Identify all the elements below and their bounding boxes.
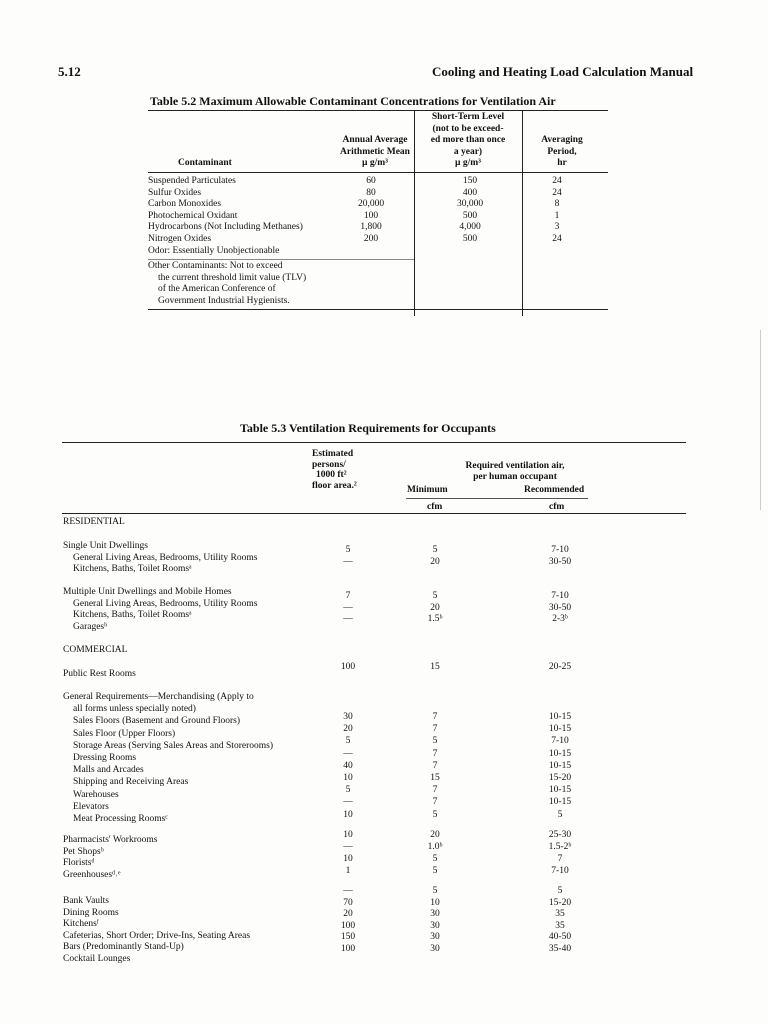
table-cell: 10 xyxy=(430,897,440,908)
table-row: Suspended Particulates xyxy=(148,176,236,186)
table-cell: 30 xyxy=(430,932,440,943)
general-persons xyxy=(330,711,366,821)
table-5-3-subheader-rule xyxy=(406,498,588,499)
table-cell: 1 xyxy=(345,866,351,876)
table-cell: 7 xyxy=(432,760,438,771)
table-cell: 7-10 xyxy=(551,866,569,876)
table-row: Hydrocarbons (Not Including Methanes) xyxy=(148,222,303,233)
table-cell: 100 xyxy=(363,210,379,221)
table-cell: 4,000 xyxy=(459,222,481,233)
table-5-2-header-rule xyxy=(148,172,608,173)
table-5-2-header-short-term xyxy=(414,112,522,170)
table-cell: 5 xyxy=(432,886,438,896)
note-line: of the American Conference of xyxy=(158,284,276,295)
row-label: Multiple Unit Dwellings and Mobile Homes xyxy=(63,587,232,597)
row-label: all forms unless specially noted) xyxy=(73,704,196,715)
bank-persons xyxy=(330,886,366,956)
row-label: Bars (Predominantly Stand-Up) xyxy=(63,942,184,953)
header-line: Annual Average xyxy=(342,135,408,145)
note-line: Government Industrial Hygienists. xyxy=(158,295,290,306)
note-line: Other Contaminants: Not to exceed xyxy=(148,261,283,271)
table-cell: 7 xyxy=(432,797,438,808)
header-line: Estimated xyxy=(312,449,354,459)
pharmacists-labels xyxy=(63,835,157,881)
header-line: hr xyxy=(557,158,567,169)
table-cell: — xyxy=(343,748,353,759)
bank-recommended xyxy=(540,886,580,956)
bank-minimum xyxy=(415,886,455,956)
table-cell: 5 xyxy=(345,785,351,796)
row-label: General Living Areas, Bedrooms, Utility Rooms xyxy=(73,552,258,563)
row-label: Kitchens, Baths, Toilet Roomsᵃ xyxy=(73,564,192,575)
table-cell: 40-50 xyxy=(548,932,572,943)
row-label: Dressing Rooms xyxy=(73,753,137,764)
table-5-3-header-estimated xyxy=(312,449,357,491)
table-cell: 3 xyxy=(554,222,560,233)
row-label: Warehouses xyxy=(73,789,119,800)
bank-labels xyxy=(63,896,250,966)
table-row: Nitrogen Oxides xyxy=(148,233,212,244)
header-line: Short-Term Level xyxy=(431,112,505,122)
row-label: Meat Processing Roomsᶜ xyxy=(73,814,168,825)
header-line: (not to be exceed- xyxy=(432,123,504,134)
table-5-2-header-averaging xyxy=(522,135,602,170)
running-title: Cooling and Heating Load Calculation Manual xyxy=(432,64,694,79)
table-cell: 100 xyxy=(340,920,356,931)
table-cell: 1.5-2ᵇ xyxy=(548,842,572,852)
row-label: Garagesᵇ xyxy=(73,621,108,632)
table-cell: 150 xyxy=(462,176,478,186)
table-cell: 24 xyxy=(552,176,562,186)
multiple-unit-minimum xyxy=(415,591,455,626)
table-cell: 20 xyxy=(430,830,440,840)
table-cell: 25-30 xyxy=(548,830,572,840)
table-cell: 40 xyxy=(343,760,353,771)
single-unit-minimum xyxy=(415,545,455,568)
table-cell: 24 xyxy=(552,187,562,198)
row-label: Sales Floor (Upper Floors) xyxy=(73,728,176,739)
table-cell: 1.5ᵇ xyxy=(427,614,443,625)
general-recommended xyxy=(540,711,580,821)
header-line: µ g/m³ xyxy=(455,158,481,169)
general-minimum xyxy=(415,711,455,821)
pharmacists-persons xyxy=(330,829,366,877)
single-unit-recommended xyxy=(540,545,580,568)
table-cell: 7 xyxy=(345,591,351,601)
table-cell: 8 xyxy=(554,199,560,210)
table-cell: 5 xyxy=(432,736,438,747)
row-label: Cafeterias, Short Order; Drive-Ins, Seating Areas xyxy=(63,930,251,941)
table-cell: 1 xyxy=(554,210,560,221)
header-line: Period, xyxy=(547,146,577,157)
table-cell: 24 xyxy=(552,233,562,244)
table-cell: 30 xyxy=(430,943,440,954)
header-line: Arithmetic Mean xyxy=(340,146,410,157)
header-line: µ g/m³ xyxy=(362,158,388,169)
table-cell: 30-50 xyxy=(548,556,572,567)
single-unit-labels xyxy=(63,541,257,576)
table-row: Sulfur Oxides xyxy=(148,187,202,198)
table-5-2-title: Table 5.2 Maximum Allowable Contaminant Concentrations for Ventilation Air xyxy=(150,94,556,108)
row-label: Sales Floors (Basement and Ground Floors) xyxy=(73,716,241,727)
table-cell: 10-15 xyxy=(548,760,572,771)
table-cell: — xyxy=(343,602,353,613)
table-cell: 15 xyxy=(430,773,440,784)
table-cell: 1,800 xyxy=(360,222,382,233)
table-cell: — xyxy=(343,842,353,852)
row-label: General Living Areas, Bedrooms, Utility Rooms xyxy=(73,598,258,609)
header-line: ed more than once xyxy=(430,135,506,146)
row-label: Kitchens, Baths, Toilet Roomsᵃ xyxy=(73,610,192,621)
table-cell: 7 xyxy=(557,854,563,864)
table-cell: 1.0ᵇ xyxy=(427,842,443,852)
table-cell: 60 xyxy=(366,176,376,186)
table-cell: 20 xyxy=(430,602,440,613)
table-cell: 10 xyxy=(343,830,353,840)
table-cell: 70 xyxy=(343,897,353,908)
page-number: 5.12 xyxy=(58,64,81,79)
section-residential: RESIDENTIAL xyxy=(63,517,125,527)
public-rest-rooms-label: Public Rest Rooms xyxy=(63,669,136,679)
table-5-2-header-annual xyxy=(330,135,420,170)
note-line: the current threshold limit value (TLV) xyxy=(158,272,307,283)
table-cell: 10-15 xyxy=(548,712,572,722)
table-cell: 30 xyxy=(430,920,440,931)
table-cell: 35 xyxy=(555,909,565,920)
table-cell: 7 xyxy=(432,712,438,722)
table-cell: 15-20 xyxy=(548,773,572,784)
table-cell: 400 xyxy=(462,187,478,198)
row-label: Pharmacists' Workrooms xyxy=(63,835,158,845)
table-5-2-top-rule xyxy=(148,110,608,111)
table-cell: 10 xyxy=(343,773,353,784)
multiple-unit-recommended xyxy=(540,591,580,626)
table-5-3-title: Table 5.3 Ventilation Requirements for Occupants xyxy=(240,421,496,435)
public-rest-rooms-minimum: 15 xyxy=(430,662,440,672)
table-cell: 30 xyxy=(343,712,353,722)
table-cell: — xyxy=(343,797,353,808)
table-5-2-annual-column xyxy=(336,176,406,246)
table-cell: 20,000 xyxy=(357,199,385,210)
table-cell: 5 xyxy=(432,809,438,820)
table-5-2-contaminant-column xyxy=(148,176,303,257)
table-cell: 10 xyxy=(343,854,353,864)
single-unit-persons xyxy=(330,545,366,568)
table-cell: 7 xyxy=(432,724,438,735)
table-row: Carbon Monoxides xyxy=(148,199,222,210)
row-label: Dining Rooms xyxy=(63,907,119,918)
header-line: Required ventilation air, xyxy=(465,461,565,471)
odor-note: Odor: Essentially Unobjectionable xyxy=(148,245,280,256)
header-line: Averaging xyxy=(541,135,583,145)
table-cell: 10 xyxy=(343,809,353,820)
table-cell: 30-50 xyxy=(548,602,572,613)
table-cell: 7 xyxy=(432,785,438,796)
table-cell: 150 xyxy=(340,932,356,943)
pharmacists-recommended xyxy=(540,829,580,877)
row-label: Kitchensᶠ xyxy=(63,919,99,930)
row-label: Malls and Arcades xyxy=(73,765,144,776)
table-5-2-header-contaminant: Contaminant xyxy=(178,158,232,168)
table-cell: 35 xyxy=(555,920,565,931)
row-label: Shipping and Receiving Areas xyxy=(73,777,189,788)
row-label: Greenhousesᵈ˒ᵉ xyxy=(63,869,121,880)
table-cell: 20 xyxy=(343,909,353,920)
table-cell: 500 xyxy=(462,210,478,221)
header-line: persons/ xyxy=(312,459,346,470)
multiple-unit-labels xyxy=(63,587,257,633)
table-5-2-period-column xyxy=(522,176,592,246)
table-5-3-header-cfm-min: cfm xyxy=(427,502,443,512)
odor-rule xyxy=(148,259,414,260)
table-5-3-header-required xyxy=(440,461,590,482)
table-cell: 100 xyxy=(340,943,356,954)
row-label: Single Unit Dwellings xyxy=(63,541,148,551)
table-cell: — xyxy=(343,556,353,567)
table-cell: — xyxy=(343,886,353,896)
table-cell: 10-15 xyxy=(548,748,572,759)
table-cell: 7 xyxy=(432,748,438,759)
row-label: Storage Areas (Serving Sales Areas and Storerooms) xyxy=(73,740,273,751)
table-5-3-header-cfm-rec: cfm xyxy=(549,502,565,512)
row-label: Pet Shopsᵇ xyxy=(63,846,104,857)
table-5-2-short-column xyxy=(425,176,515,246)
header-line: per human occupant xyxy=(473,471,557,482)
table-cell: 7-10 xyxy=(551,736,569,747)
table-cell: 5 xyxy=(432,591,438,601)
header-line: 1000 ft² xyxy=(316,470,347,480)
table-cell: 80 xyxy=(366,187,376,198)
table-cell: 7-10 xyxy=(551,545,569,555)
table-cell: 35-40 xyxy=(548,943,572,954)
row-label: Bank Vaults xyxy=(63,896,110,906)
table-cell: 5 xyxy=(557,886,563,896)
other-contaminants-note xyxy=(148,261,306,307)
table-cell: 20 xyxy=(430,556,440,567)
row-label: Floristsᵈ xyxy=(63,858,95,869)
multiple-unit-persons xyxy=(330,591,366,626)
table-cell: — xyxy=(343,614,353,625)
general-requirements-labels xyxy=(63,691,273,825)
header-line: floor area.² xyxy=(312,480,357,491)
table-5-3-header-minimum: Minimum xyxy=(407,485,448,495)
pharmacists-minimum xyxy=(415,829,455,877)
section-commercial: COMMERCIAL xyxy=(63,645,128,655)
table-cell: 2-3ᵇ xyxy=(552,614,568,625)
table-cell: 5 xyxy=(432,545,438,555)
table-cell: 5 xyxy=(345,545,351,555)
table-row: Photochemical Oxidant xyxy=(148,210,238,221)
table-cell: 7-10 xyxy=(551,591,569,601)
header-line: a year) xyxy=(453,146,483,157)
table-5-2-bottom-rule xyxy=(148,309,608,310)
public-rest-rooms-persons: 100 xyxy=(340,662,356,672)
scan-edge-line xyxy=(760,330,761,510)
table-cell: 5 xyxy=(557,809,563,820)
table-cell: 10-15 xyxy=(548,797,572,808)
table-cell: 10-15 xyxy=(548,724,572,735)
table-cell: 30,000 xyxy=(456,199,484,210)
table-cell: 5 xyxy=(432,866,438,876)
table-cell: 10-15 xyxy=(548,785,572,796)
table-5-3-top-rule xyxy=(62,442,686,443)
table-cell: 5 xyxy=(345,736,351,747)
public-rest-rooms-recommended: 20-25 xyxy=(548,662,572,672)
row-label: Elevators xyxy=(73,801,109,812)
table-cell: 200 xyxy=(363,233,379,244)
table-cell: 20 xyxy=(343,724,353,735)
table-5-3-header-rule xyxy=(62,513,686,514)
table-cell: 30 xyxy=(430,909,440,920)
table-cell: 500 xyxy=(462,233,478,244)
table-cell: 15-20 xyxy=(548,897,572,908)
row-label: Cocktail Lounges xyxy=(63,953,131,964)
table-5-3-header-recommended: Recommended xyxy=(524,485,585,495)
row-label: General Requirements—Merchandising (Apply to xyxy=(63,692,254,702)
table-cell: 5 xyxy=(432,854,438,864)
